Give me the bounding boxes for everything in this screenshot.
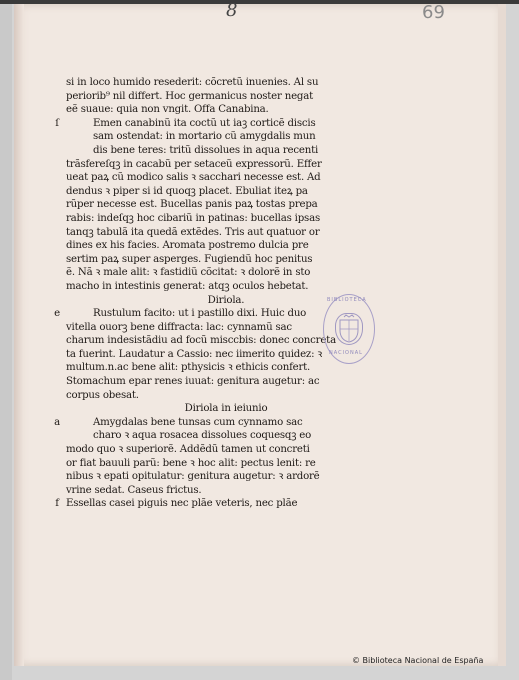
page-edge: [498, 4, 506, 666]
scan-background-left: [0, 0, 12, 680]
text-line: charo ꝛ aqua rosacea dissolues coquesqꝫ eo: [93, 430, 312, 442]
copyright-notice: © Biblioteca Nacional de España: [352, 656, 484, 665]
text-line: periorib⁹ nil differt. Hoc germanicus noster negat: [66, 90, 313, 102]
text-line: sam ostendat: in mortario cũ amygdalis mun: [93, 131, 316, 143]
text-line: macho in intestinis generat: atqꝫ oculos hebetat.: [66, 280, 309, 292]
stamp-bottom-text: NACIONAL: [329, 350, 363, 356]
stamp-top-text: BIBLIOTECA: [327, 297, 367, 303]
text-line: rabis: indeſqꝫ hoc cibariũ in patinas: bucellas ipsas: [66, 212, 320, 224]
text-line: rũper necesse est. Bucellas panis paꝝ tostas prepa: [66, 199, 318, 211]
text-line: dendus ꝛ piper si id quoqꝫ placet. Ebuliat iteꝝ pa: [66, 185, 308, 197]
handwritten-folio-number: 8: [226, 0, 238, 21]
text-line: tanqꝫ tabulã ita quedã extẽdes. Tris aut quatuor or: [66, 226, 320, 238]
text-line: or fiat bauuli parũ: bene ꝛ hoc alit: pectus lenit: re: [66, 457, 316, 469]
coat-of-arms-icon: [335, 313, 363, 345]
crest-icon: [336, 314, 362, 344]
text-line: ta fuerint. Laudatur a Cassio: nec iimerito quidez: ꝛ: [66, 348, 322, 360]
text-line: charum indesistãdiu ad focũ misccbis: donec concreta: [66, 335, 336, 347]
text-line: corpus obesat.: [66, 389, 139, 401]
marginal-marker: e: [54, 308, 60, 320]
text-line: ueat paꝝ cũ modico salis ꝛ sacchari necesse est. Ad: [66, 172, 321, 184]
marginal-marker: ſ: [55, 117, 59, 129]
text-line: ẽ. Nã ꝛ male alit: ꝛ fastidiũ cõcitat: ꝛ dolorẽ in sto: [66, 267, 311, 279]
text-line: vrine sedat. Caseus frictus.: [66, 484, 202, 496]
text-line: Essellas casei piguis nec plãe veteris, nec plãe: [66, 498, 298, 510]
marginal-marker: f: [55, 498, 59, 510]
section-heading: Diriola.: [207, 294, 245, 306]
pencil-folio-number: 69: [422, 2, 445, 23]
text-line: nibus ꝛ epati opitulatur: genitura augetur: ꝛ ardorẽ: [66, 471, 320, 483]
paragraph-caseus-frictus: [55, 497, 386, 511]
text-column: [54, 76, 386, 511]
text-line: Emen canabinũ ita coctũ ut iaꝫ corticẽ discis: [93, 117, 316, 129]
text-line: Rustulum facito: ut i pastillo dixi. Huic duo: [93, 308, 307, 320]
text-line: dis bene teres: tritũ dissolues in aqua recenti: [93, 144, 319, 156]
text-line: si in loco humido resederit: cõcretũ inuenies. Al su: [66, 77, 319, 88]
text-line: eẽ suaue: quia non vngit. Offa Canabina.: [66, 104, 269, 116]
text-line: Amygdalas bene tunsas cum cynnamo sac: [93, 416, 303, 428]
text-line: multum.n.ac bene alit: pthysicis ꝛ ethicis confert.: [66, 362, 311, 374]
marginal-marker: a: [54, 416, 60, 428]
text-line: dines ex his facies. Aromata postremo dulcia pre: [66, 240, 309, 252]
text-line: sertim paꝝ super asperges. Fugiendũ hoc penitus: [66, 253, 313, 265]
text-line: vitella ouorꝫ bene diffracta: lac: cynnamũ sac: [66, 321, 292, 333]
library-stamp: [323, 294, 375, 364]
text-line: modo quo ꝛ superiorẽ. Addẽdũ tamen ut concreti: [66, 444, 310, 456]
page-gutter-shadow: [14, 4, 24, 666]
paragraph-offa-canabina: [55, 117, 386, 294]
section-heading: Diriola in ieiunio: [184, 403, 268, 415]
text-line: Stomachum epar renes iuuat: genitura augetur: ac: [66, 376, 320, 388]
paragraph-diriola-ieiunio: [54, 416, 386, 498]
text-line: trãsfereſqꝫ in cacabũ per setaceũ expressorũ. Effer: [66, 158, 322, 170]
